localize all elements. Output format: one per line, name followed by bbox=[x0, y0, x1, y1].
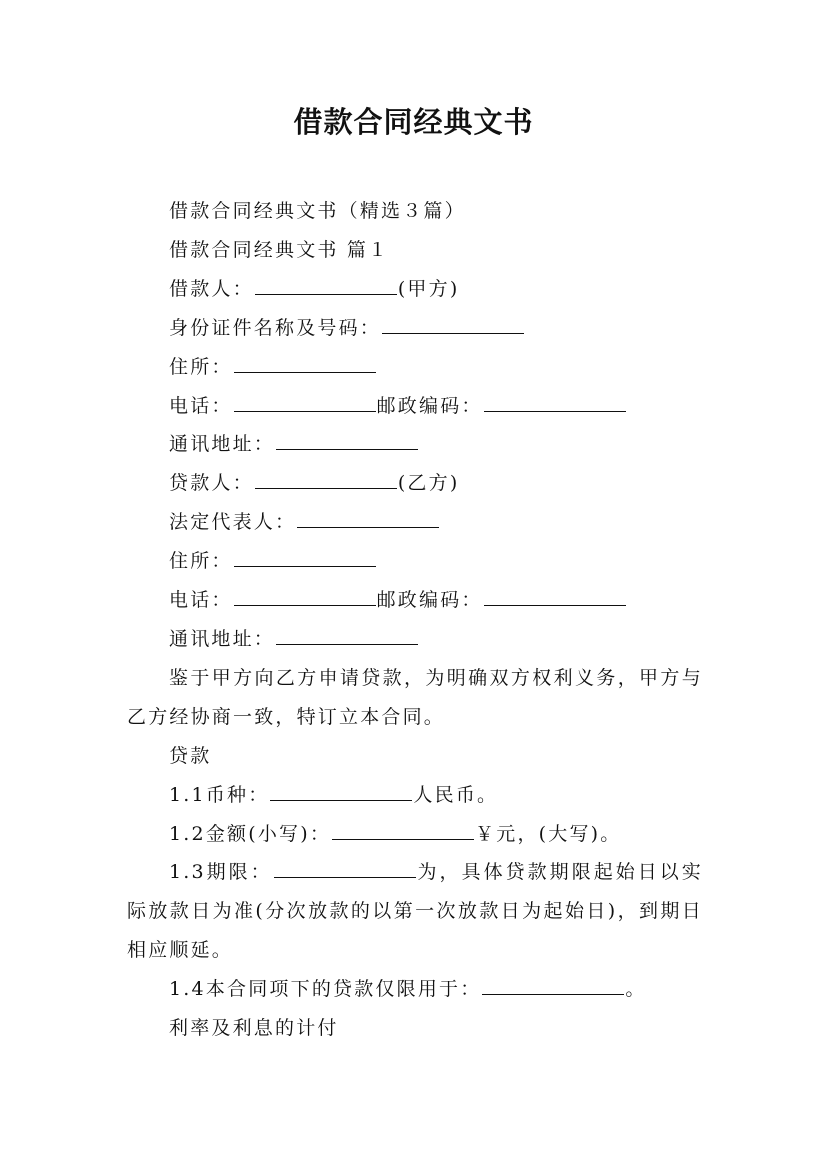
mail-address-blank-2[interactable] bbox=[276, 643, 418, 645]
item-1-2 bbox=[127, 815, 703, 854]
borrower-blank[interactable] bbox=[255, 293, 397, 295]
address-label-1: 住所： bbox=[169, 355, 233, 378]
section-heading bbox=[127, 231, 703, 270]
lender-label: 贷款人： bbox=[169, 472, 254, 495]
item-1-3-label: 1.3期限： bbox=[169, 861, 273, 884]
intro-paragraph: 鉴于甲方向乙方申请贷款，为明确双方权利义务，甲方与乙方经协商一致，特订立本合同。 bbox=[127, 666, 703, 728]
postcode-label-1: 邮政编码： bbox=[376, 394, 483, 417]
mail-address-line-2 bbox=[127, 620, 703, 659]
postcode-blank-1[interactable] bbox=[484, 410, 626, 412]
item-1-3 bbox=[127, 853, 703, 970]
phone-blank-1[interactable] bbox=[234, 410, 376, 412]
term-blank[interactable] bbox=[274, 876, 416, 878]
amount-blank[interactable] bbox=[332, 838, 474, 840]
id-line bbox=[127, 309, 703, 348]
address-blank-2[interactable] bbox=[234, 565, 376, 567]
item-1-2-label: 1.2金额(小写)： bbox=[169, 822, 332, 845]
phone-label-2: 电话： bbox=[169, 589, 233, 612]
section-heading-text: 借款合同经典文书 篇１ bbox=[169, 238, 390, 261]
mail-address-blank-1[interactable] bbox=[276, 448, 418, 450]
item-1-4-suffix: 。 bbox=[625, 978, 647, 1001]
item-1-4-label: 1.4本合同项下的贷款仅限用于： bbox=[169, 978, 482, 1001]
item-1-3-suffix: 为，具体贷款期限起始日以实际放款日为准(分次放款的以第一次放款日为起始日)，到期日相应顺延。 bbox=[127, 861, 704, 962]
item-1-2-suffix: ￥元，(大写)。 bbox=[475, 822, 622, 845]
id-label: 身份证件名称及号码： bbox=[169, 316, 382, 339]
loan-section-heading: 贷款 bbox=[169, 744, 212, 767]
borrower-label: 借款人： bbox=[169, 277, 254, 300]
address-blank-1[interactable] bbox=[234, 371, 376, 373]
address-line-1 bbox=[127, 348, 703, 387]
id-blank[interactable] bbox=[382, 332, 524, 334]
interest-section-heading: 利率及利息的计付 bbox=[169, 1017, 339, 1040]
address-label-2: 住所： bbox=[169, 550, 233, 573]
subtitle-text: 借款合同经典文书（精选３篇） bbox=[169, 200, 466, 222]
lender-blank[interactable] bbox=[255, 487, 397, 489]
lender-suffix: (乙方) bbox=[397, 472, 460, 495]
document-title: 借款合同经典文书 bbox=[293, 105, 534, 139]
phone-line-2 bbox=[127, 581, 703, 620]
item-1-4 bbox=[127, 970, 703, 1009]
address-line-2 bbox=[127, 542, 703, 581]
purpose-blank[interactable] bbox=[482, 993, 624, 995]
postcode-blank-2[interactable] bbox=[484, 604, 626, 606]
lender-line bbox=[127, 464, 703, 503]
legal-rep-line bbox=[127, 503, 703, 542]
phone-blank-2[interactable] bbox=[234, 604, 376, 606]
borrower-suffix: (甲方) bbox=[397, 277, 460, 300]
document-body bbox=[127, 192, 703, 1048]
mail-address-label-2: 通讯地址： bbox=[169, 627, 276, 650]
borrower-line bbox=[127, 270, 703, 309]
legal-rep-label: 法定代表人： bbox=[169, 511, 297, 534]
postcode-label-2: 邮政编码： bbox=[376, 589, 483, 612]
legal-rep-blank[interactable] bbox=[297, 526, 439, 528]
mail-address-line-1 bbox=[127, 425, 703, 464]
item-1-1-label: 1.1币种： bbox=[169, 783, 270, 806]
phone-line-1 bbox=[127, 387, 703, 426]
item-1-1-suffix: 人民币。 bbox=[413, 783, 499, 806]
mail-address-label-1: 通讯地址： bbox=[169, 433, 276, 456]
currency-blank[interactable] bbox=[270, 799, 412, 801]
subtitle-line bbox=[127, 192, 703, 231]
phone-label-1: 电话： bbox=[169, 394, 233, 417]
item-1-1 bbox=[127, 776, 703, 815]
